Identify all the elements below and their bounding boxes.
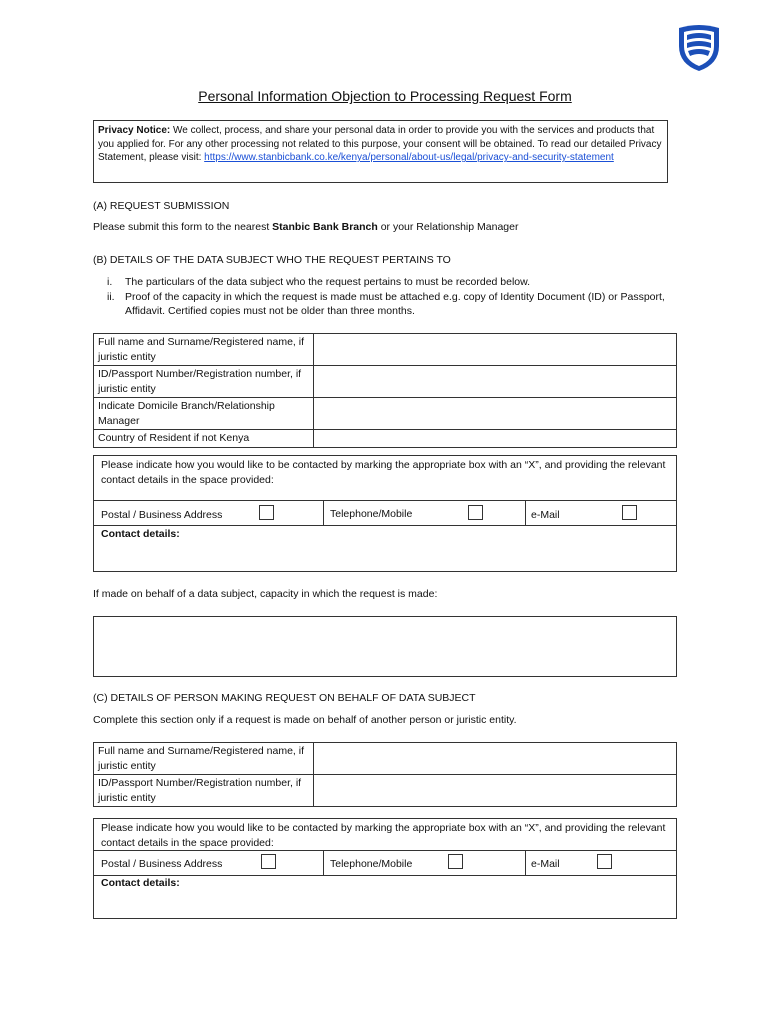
postal-option-label: Postal / Business Address <box>101 858 223 870</box>
field-label: Indicate Domicile Branch/Relationship Manager <box>94 398 314 430</box>
shield-icon <box>676 24 722 72</box>
contact-details-label: Contact details: <box>101 528 180 540</box>
requester-table <box>93 742 677 807</box>
list-item: ii. Proof of the capacity in which the request is made must be attached e.g. copy of Identity Document (ID) or Passport, Affidavit. Certified copies must not be older than three months. <box>107 290 665 317</box>
table-row <box>94 430 677 448</box>
section-c-text: Complete this section only if a request is made on behalf of another person or juristic entity. <box>93 714 517 726</box>
list-item: i. The particulars of the data subject who the request pertains to must be recorded below. <box>107 276 531 288</box>
table-row <box>94 334 677 366</box>
page-title: Personal Information Objection to Processing Request Form <box>198 88 572 104</box>
postal-checkbox[interactable] <box>259 505 274 520</box>
telephone-option-label: Telephone/Mobile <box>330 858 413 870</box>
section-a-text: Please submit this form to the nearest Stanbic Bank Branch or your Relationship Manager <box>93 221 519 233</box>
telephone-checkbox[interactable] <box>448 854 463 869</box>
table-row <box>94 398 677 430</box>
field-label: ID/Passport Number/Registration number, if juristic entity <box>94 775 314 807</box>
postal-option-label: Postal / Business Address <box>101 509 223 521</box>
email-checkbox[interactable] <box>622 505 637 520</box>
contact-preference-box <box>93 455 677 572</box>
table-row <box>94 366 677 398</box>
requester-contact-box <box>93 818 677 919</box>
id-number-input[interactable] <box>314 366 677 398</box>
requester-id-input[interactable] <box>314 775 677 807</box>
privacy-link[interactable]: https://www.stanbicbank.co.ke/kenya/personal/about-us/legal/privacy-and-security-statement <box>204 152 614 164</box>
contact-instruction: Please indicate how you would like to be contacted by marking the appropriate box with an “X”, and providing the relevant contact details in the space provided: <box>101 459 666 486</box>
section-b-heading: (B) DETAILS OF THE DATA SUBJECT WHO THE REQUEST PERTAINS TO <box>93 254 451 266</box>
data-subject-table <box>93 333 677 448</box>
telephone-option-label: Telephone/Mobile <box>330 508 413 520</box>
privacy-text: We collect, process, and share your personal data in order to provide you with the services and products that you applied for. For any other processing not related to this purpose, your consent will be obtained. To read our detailed Privacy Statement, please visit: <box>98 125 662 164</box>
behalf-capacity-input[interactable] <box>93 616 677 677</box>
requester-name-input[interactable] <box>314 743 677 775</box>
privacy-notice <box>93 120 668 183</box>
email-option-label: e-Mail <box>531 858 560 870</box>
table-row <box>94 775 677 807</box>
email-checkbox[interactable] <box>597 854 612 869</box>
full-name-input[interactable] <box>314 334 677 366</box>
field-label: Country of Resident if not Kenya <box>94 430 314 448</box>
postal-checkbox[interactable] <box>261 854 276 869</box>
field-label: Full name and Surname/Registered name, if juristic entity <box>94 334 314 366</box>
field-label: Full name and Surname/Registered name, if juristic entity <box>94 743 314 775</box>
privacy-label: Privacy Notice: <box>98 125 171 136</box>
section-b-list <box>93 275 685 319</box>
section-c-heading: (C) DETAILS OF PERSON MAKING REQUEST ON BEHALF OF DATA SUBJECT <box>93 692 476 704</box>
table-row <box>94 743 677 775</box>
branch-name: Stanbic Bank Branch <box>272 221 378 233</box>
section-a-heading: (A) REQUEST SUBMISSION <box>93 200 230 212</box>
email-option-label: e-Mail <box>531 509 560 521</box>
contact-details-label: Contact details: <box>101 877 180 889</box>
behalf-capacity-label: If made on behalf of a data subject, capacity in which the request is made: <box>93 588 438 600</box>
field-label: ID/Passport Number/Registration number, if juristic entity <box>94 366 314 398</box>
branch-input[interactable] <box>314 398 677 430</box>
telephone-checkbox[interactable] <box>468 505 483 520</box>
country-input[interactable] <box>314 430 677 448</box>
contact-instruction: Please indicate how you would like to be contacted by marking the appropriate box with an “X”, and providing the relevant contact details in the space provided: <box>101 822 666 849</box>
